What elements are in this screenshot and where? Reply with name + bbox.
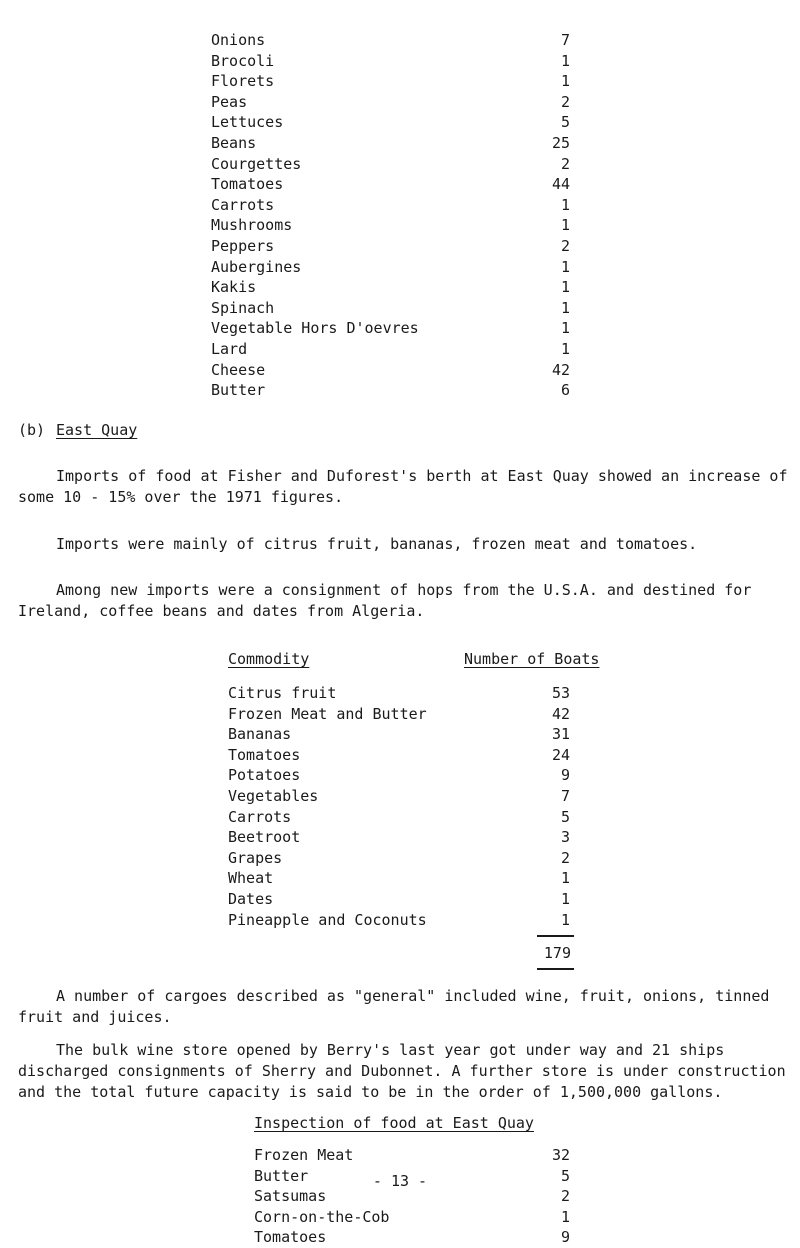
boats-row-value: 1	[560, 889, 570, 908]
boats-row	[228, 745, 570, 766]
produce-row	[211, 215, 570, 236]
inspection-row-value: 32	[551, 1146, 570, 1164]
produce-row-label: Brocoli	[211, 51, 275, 70]
produce-row-value: 1	[560, 319, 570, 338]
boats-row	[228, 807, 570, 828]
boats-row	[228, 786, 570, 807]
boats-row-label: Beetroot	[228, 828, 301, 847]
boats-row	[228, 683, 570, 704]
produce-row	[211, 30, 570, 51]
boats-row-label: Carrots	[228, 807, 292, 826]
inspection-row-label: Butter	[254, 1166, 309, 1185]
produce-row-value: 1	[560, 216, 570, 235]
produce-row-label: Onions	[211, 31, 266, 49]
produce-row-label: Spinach	[211, 298, 275, 317]
boats-row	[228, 724, 570, 745]
produce-row	[211, 133, 570, 154]
produce-row-value: 1	[560, 257, 570, 276]
produce-row	[211, 174, 570, 195]
boats-row-value: 53	[551, 684, 570, 702]
boats-row	[228, 889, 570, 910]
paragraph-wine-store: The bulk wine store opened by Berry's last year got under way and 21 ships discharged consignments of Sherry and Dubonnet. A further store is under construction and the total future capacity is said to be in the order of 1,500,000 gallons.	[18, 1041, 786, 1101]
produce-row	[211, 51, 570, 72]
produce-row-label: Peas	[211, 92, 248, 111]
boats-row	[228, 868, 570, 889]
produce-row	[211, 380, 570, 401]
paragraph-increase: Imports of food at Fisher and Duforest's berth at East Quay showed an increase of some 10 - 15% over the 1971 figures.	[18, 467, 788, 506]
produce-row	[211, 154, 570, 175]
inspection-row-value: 1	[560, 1207, 570, 1226]
produce-row-value: 1	[560, 339, 570, 358]
produce-row-value: 7	[560, 31, 570, 49]
produce-list	[211, 30, 570, 401]
boats-row-value: 7	[560, 786, 570, 805]
produce-row-label: Kakis	[211, 278, 257, 297]
boats-row-value: 3	[560, 828, 570, 847]
produce-row	[211, 318, 570, 339]
boats-row-label: Wheat	[228, 869, 274, 888]
inspection-heading: Inspection of food at East Quay	[254, 1114, 534, 1132]
produce-row	[211, 92, 570, 113]
boats-row	[228, 827, 570, 848]
produce-row-label: Peppers	[211, 236, 275, 255]
produce-row-value: 2	[560, 236, 570, 255]
inspection-row-value: 9	[560, 1228, 570, 1247]
boats-row	[228, 848, 570, 869]
produce-row-label: Courgettes	[211, 154, 302, 173]
boats-row	[228, 765, 570, 786]
inspection-row-label: Tomatoes	[254, 1228, 327, 1247]
boats-row-label: Bananas	[228, 725, 292, 744]
inspection-row-label: Frozen Meat	[254, 1146, 354, 1164]
boats-row-label: Potatoes	[228, 766, 301, 785]
inspection-row	[254, 1145, 570, 1166]
boats-row	[228, 910, 570, 931]
boats-row-value: 31	[551, 725, 570, 744]
produce-row-label: Aubergines	[211, 257, 302, 276]
boats-row-value: 24	[551, 745, 570, 764]
boats-row-value: 42	[551, 704, 570, 723]
section-heading: East Quay	[56, 421, 138, 439]
inspection-row-value: 2	[560, 1187, 570, 1206]
inspection-row	[254, 1227, 570, 1248]
produce-row-value: 1	[560, 72, 570, 91]
inspection-row-label: Corn-on-the-Cob	[254, 1207, 390, 1226]
produce-row-value: 2	[560, 92, 570, 111]
boats-row-label: Frozen Meat and Butter	[228, 704, 427, 723]
produce-row-value: 1	[560, 298, 570, 317]
produce-row	[211, 71, 570, 92]
col-header-boats: Number of Boats	[464, 650, 600, 668]
produce-row-value: 25	[551, 133, 570, 152]
produce-row-value: 2	[560, 154, 570, 173]
boats-table	[228, 683, 570, 930]
inspection-list	[254, 1145, 570, 1248]
total-rule-bottom	[537, 968, 574, 970]
boats-row-label: Dates	[228, 889, 274, 908]
produce-row	[211, 112, 570, 133]
produce-row-value: 5	[560, 113, 570, 132]
produce-row-value: 42	[551, 360, 570, 379]
boats-row-label: Vegetables	[228, 786, 319, 805]
produce-row-value: 1	[560, 51, 570, 70]
paragraph-new-imports: Among new imports were a consignment of hops from the U.S.A. and destined for Ireland, coffee beans and dates from Algeria.	[18, 581, 752, 620]
boats-row	[228, 704, 570, 725]
boats-row-value: 9	[560, 766, 570, 785]
produce-row-value: 44	[551, 175, 570, 194]
paragraph-general-cargoes: A number of cargoes described as "general" included wine, fruit, onions, tinned fruit and juices.	[18, 987, 770, 1026]
produce-row-label: Tomatoes	[211, 175, 284, 194]
boats-row-label: Pineapple and Coconuts	[228, 910, 427, 929]
produce-row-value: 1	[560, 278, 570, 297]
produce-row	[211, 360, 570, 381]
produce-row	[211, 339, 570, 360]
produce-row	[211, 257, 570, 278]
inspection-row-value: 5	[560, 1166, 570, 1185]
produce-row-label: Lettuces	[211, 113, 284, 132]
produce-row-label: Lard	[211, 339, 248, 358]
produce-row	[211, 298, 570, 319]
boats-row-label: Grapes	[228, 848, 283, 867]
produce-row-label: Florets	[211, 72, 275, 91]
produce-row-label: Beans	[211, 133, 257, 152]
paragraph-imports: Imports were mainly of citrus fruit, bananas, frozen meat and tomatoes.	[56, 535, 698, 553]
inspection-row-label: Satsumas	[254, 1187, 327, 1206]
boats-row-label: Citrus fruit	[228, 684, 337, 702]
produce-row	[211, 236, 570, 257]
produce-row	[211, 195, 570, 216]
total-rule-top	[537, 935, 574, 937]
boats-row-value: 1	[560, 869, 570, 888]
produce-row-label: Carrots	[211, 195, 275, 214]
boats-row-value: 2	[560, 848, 570, 867]
inspection-row	[254, 1207, 570, 1228]
boats-total: 179	[543, 944, 571, 962]
boats-row-value: 5	[560, 807, 570, 826]
produce-row-label: Cheese	[211, 360, 266, 379]
col-header-commodity: Commodity	[228, 650, 310, 668]
produce-row-label: Butter	[211, 381, 266, 400]
section-marker: (b)	[18, 421, 46, 439]
produce-row-value: 1	[560, 195, 570, 214]
produce-row-value: 6	[560, 381, 570, 400]
boats-row-value: 1	[560, 910, 570, 929]
boats-row-label: Tomatoes	[228, 745, 301, 764]
page-number: - 13 -	[372, 1172, 428, 1190]
produce-row-label: Vegetable Hors D'oevres	[211, 319, 419, 338]
produce-row	[211, 277, 570, 298]
produce-row-label: Mushrooms	[211, 216, 293, 235]
